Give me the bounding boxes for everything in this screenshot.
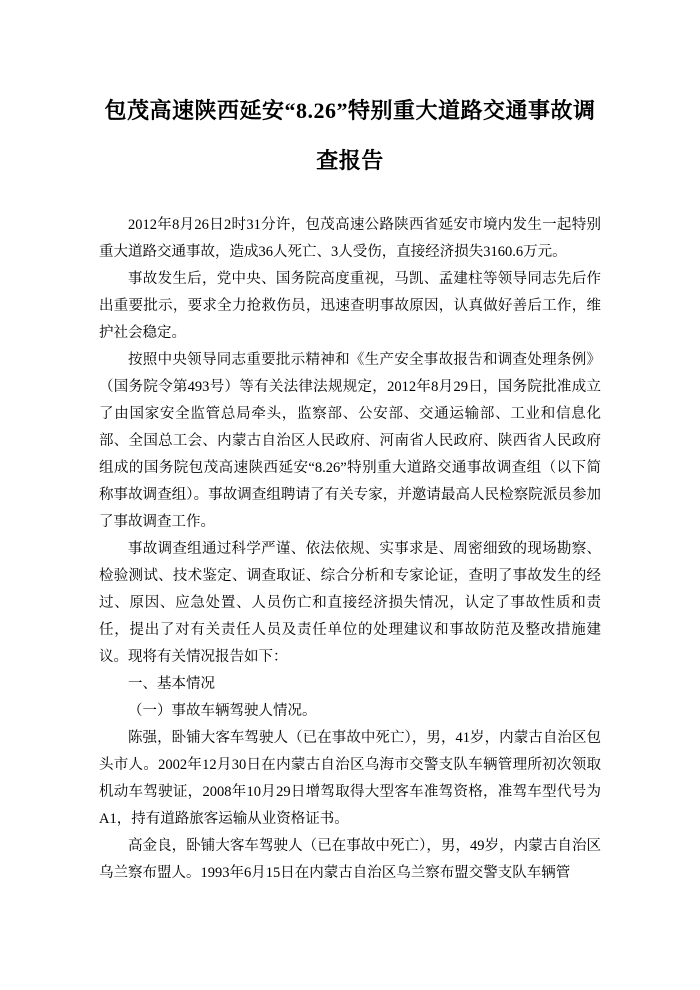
document-title: 包茂高速陕西延安“8.26”特别重大道路交通事故调查报告 <box>104 98 596 173</box>
paragraph-intro: 2012年8月26日2时31分许，包茂高速公路陕西省延安市境内发生一起特别重大道路交通事故，造成36人死亡、3人受伤，直接经济损失3160.6万元。 <box>99 217 601 260</box>
subsection-heading-drivers: （一）事故车辆驾驶人情况。 <box>128 703 317 719</box>
paragraph-driver-gaojinliang: 高金良，卧铺大客车驾驶人（已在事故中死亡），男，49岁，内蒙古自治区乌兰察布盟人。1993年6月15日在内蒙古自治区乌兰察布盟交警支队车辆管 <box>99 838 601 881</box>
paragraph-investigation-process: 事故调查组通过科学严谨、依法依规、实事求是、周密细致的现场勘察、检验测试、技术鉴定、调查取证、综合分析和专家论证，查明了事故发生的经过、原因、应急处置、人员伤亡和直接经济损失情况，认定了事故性质和责任，提出了对有关责任人员及责任单位的处理建议和事故防范及整改措施建议。现将有关情况报告如下： <box>99 541 601 665</box>
paragraph-leadership-response: 事故发生后，党中央、国务院高度重视，马凯、孟建柱等领导同志先后作出重要批示，要求全力抢救伤员，迅速查明事故原因，认真做好善后工作，维护社会稳定。 <box>99 271 601 341</box>
paragraph-investigation-team: 按照中央领导同志重要批示精神和《生产安全事故报告和调查处理条例》（国务院令第493号）等有关法律法规规定，2012年8月29日，国务院批准成立了由国家安全监管总局牵头，监察部、公安部、交通运输部、工业和信息化部、全国总工会、内蒙古自治区人民政府、河南省人民政府、陕西省人民政府组成的国务院包茂高速陕西延安“8.26”特别重大道路交通事故调查组（以下简称事故调查组）。事故调查组聘请了有关专家，并邀请最高人民检察院派员参加了事故调查工作。 <box>99 352 601 530</box>
paragraph-driver-chenqiang: 陈强，卧铺大客车驾驶人（已在事故中死亡），男，41岁，内蒙古自治区包头市人。2002年12月30日在内蒙古自治区乌海市交警支队车辆管理所初次领取机动车驾驶证，2008年10月29日增驾取得大型客车准驾资格，准驾车型代号为A1，持有道路旅客运输从业资格证书。 <box>99 730 601 827</box>
section-heading-basic-situation: 一、基本情况 <box>128 676 215 692</box>
